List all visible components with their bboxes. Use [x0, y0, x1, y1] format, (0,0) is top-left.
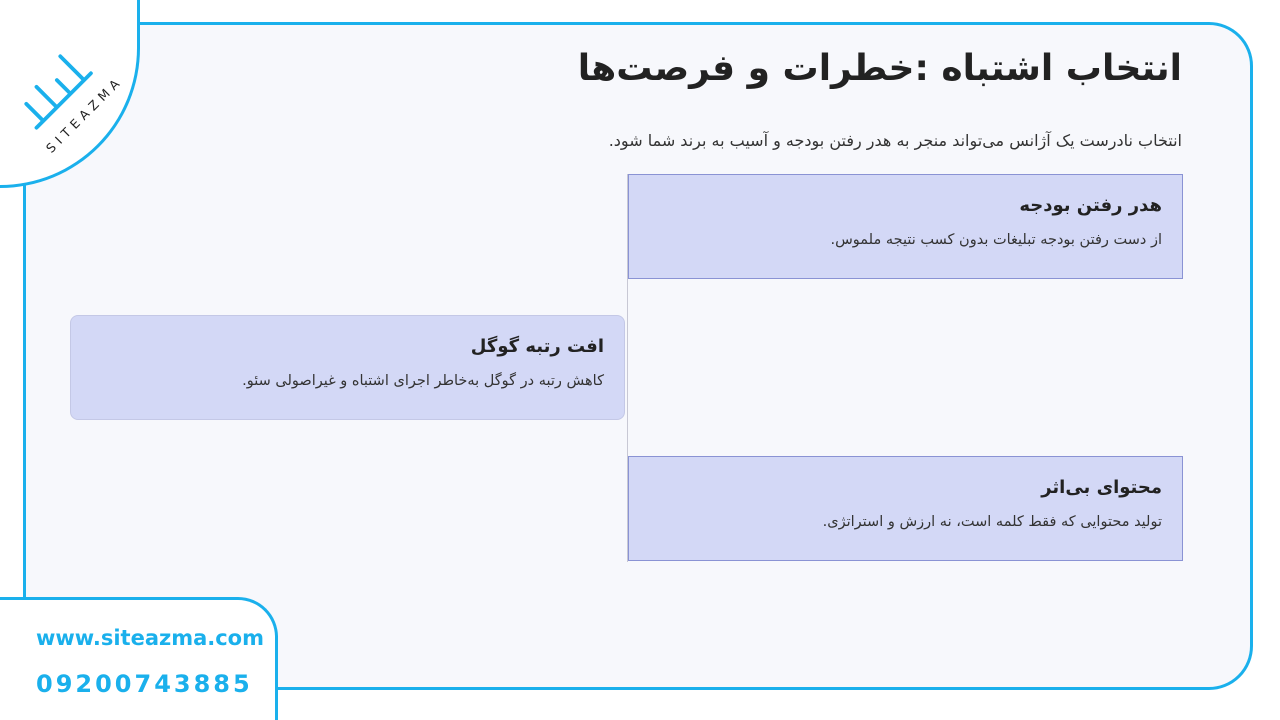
page-title: انتخاب اشتباه :خطرات و فرصت‌ها [577, 48, 1182, 89]
card-title: محتوای بی‌اثر [1041, 477, 1162, 498]
page-subtitle: انتخاب نادرست یک آژانس می‌تواند منجر به هدر رفتن بودجه و آسیب به برند شما شود. [608, 131, 1182, 150]
card-text: از دست رفتن بودجه تبلیغات بدون کسب نتیجه ملموس. [830, 232, 1162, 248]
website-link[interactable]: www.siteazma.com [36, 626, 264, 650]
card-text: تولید محتوایی که فقط کلمه است، نه ارزش و استراتژی. [822, 514, 1162, 530]
risk-card-content [628, 456, 1183, 561]
svg-text:SITEAZMA: SITEAZMA [42, 72, 126, 156]
risk-card-budget [628, 174, 1183, 279]
siteazma-logo [8, 28, 133, 173]
card-title: افت رتبه گوگل [470, 336, 604, 357]
contact-corner [0, 597, 278, 720]
risk-card-google-rank [70, 315, 625, 420]
card-title: هدر رفتن بودجه [1019, 195, 1162, 216]
phone-number: 09200743885 [36, 670, 253, 698]
card-text: کاهش رتبه در گوگل به‌خاطر اجرای اشتباه و غیراصولی سئو. [242, 373, 604, 389]
